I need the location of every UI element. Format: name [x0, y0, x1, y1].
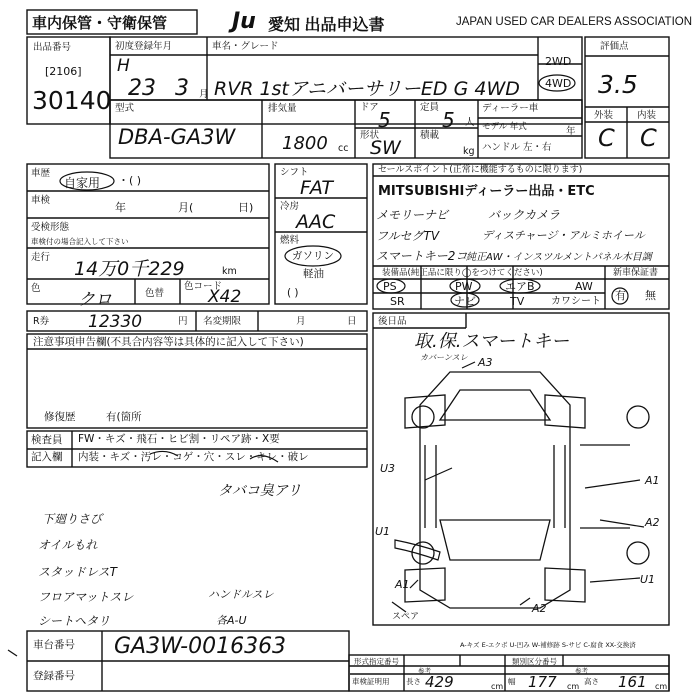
- fuel-label: 燃料: [280, 235, 300, 246]
- selling-line-3a: フルセグTV: [376, 229, 440, 243]
- color-code: X42: [208, 287, 242, 307]
- width-label: 幅: [508, 677, 516, 686]
- warranty-no: 無: [645, 289, 656, 302]
- displacement-label: 排気量: [268, 103, 297, 114]
- first-reg-year: 23: [128, 76, 156, 101]
- inspection-day: 日): [238, 201, 254, 214]
- type-spec-label: 形式指定番号: [354, 657, 399, 666]
- chassis-label: 車台番号: [33, 639, 75, 651]
- vehicle-name: RVR 1stアニバーサリーED G 4WD: [214, 78, 520, 100]
- type-spec-ref: 参考: [418, 667, 431, 675]
- first-reg-era: H: [117, 56, 130, 76]
- form-title: 愛知 出品申込書: [268, 17, 385, 34]
- usage-paren: ・( ): [118, 174, 142, 187]
- mileage-value: 14万0千229: [74, 258, 185, 280]
- inspector-note-studless: スタッドレスT: [38, 565, 117, 579]
- color-label: 色: [31, 283, 41, 294]
- drive-2wd: 2WD: [545, 55, 572, 68]
- color-value: クロ: [78, 290, 112, 310]
- inspector-note-seat: シートヘタリ: [38, 614, 111, 628]
- length-value: 429: [425, 673, 454, 691]
- model-year-unit: 年: [566, 126, 576, 137]
- recycle-unit: 円: [178, 316, 188, 327]
- doors-value: 5: [378, 108, 391, 132]
- width-unit: cm: [567, 682, 580, 691]
- inspector-row-2: 内装・キズ・汚レ・コゲ・穴・スレ・キレ・破レ: [78, 451, 309, 463]
- doors-label: ドア: [360, 102, 379, 113]
- length-unit: cm: [491, 682, 504, 691]
- inspector-note-smoke: タバコ臭アリ: [218, 483, 302, 499]
- diagram-label-u1: U1: [375, 525, 391, 538]
- mileage-unit: km: [222, 266, 237, 277]
- load-unit: kg: [463, 146, 475, 157]
- height-label: 高さ: [584, 677, 599, 686]
- ju-logo: Ju: [232, 9, 256, 34]
- equip-aw: AW: [575, 280, 593, 293]
- diagram-legend: A-キズ E-エクボ U-凹み W-補修跡 S-サビ C-腐食 XX-交換済: [460, 641, 636, 649]
- equip-tv: TV: [510, 295, 525, 308]
- inspector-note-each: 各A-U: [216, 614, 247, 627]
- inspection-label: 車検: [31, 195, 51, 206]
- grade-label: 評価点: [600, 41, 629, 52]
- selling-line-4b: 純正AW・インスツルメントパネル木目調: [466, 252, 652, 263]
- cert-label: 車検証明用: [352, 677, 390, 686]
- shape-value: SW: [370, 137, 401, 159]
- model-code: DBA-GA3W: [118, 125, 236, 149]
- shape-label: 形状: [360, 130, 380, 141]
- diagram-label-cover: カバーンスレ: [420, 353, 468, 362]
- storage-box-label: 車内保管・守衛保管: [32, 15, 168, 32]
- displacement-value: 1800: [282, 133, 328, 154]
- inspector-note-handle: ハンドルスレ: [208, 588, 274, 601]
- length-label: 長さ: [406, 677, 421, 686]
- acceptance-label: 受検形態: [31, 222, 70, 233]
- model-year-label: モデル 年式: [482, 122, 527, 132]
- diagram-label-u1-right: U1: [640, 573, 656, 586]
- notes-label: 注意事項申告欄(不具合内容等は具体的に記入して下さい): [33, 336, 304, 348]
- selling-line-2b: バックカメラ: [488, 208, 561, 222]
- inspector-note-rust: 下廻りさび: [42, 512, 103, 526]
- fuel-gasoline: ガソリン: [292, 250, 334, 262]
- selling-line-2a: メモリーナビ: [376, 208, 449, 222]
- selling-line-4a: スマートキー2コ: [376, 249, 468, 263]
- recycle-value: 12330: [88, 312, 143, 332]
- width-value: 177: [528, 673, 557, 691]
- diagram-label-a2-right: A2: [645, 516, 660, 529]
- association-name: JAPAN USED CAR DEALERS ASSOCIATION: [456, 16, 693, 28]
- handle-label: ハンドル 左・右: [482, 142, 552, 153]
- diagram-label-u3: U3: [380, 462, 396, 475]
- repair-label: 修復歴: [44, 411, 76, 423]
- recycle-label: R券: [33, 316, 50, 327]
- first-reg-label: 初度登録年月: [115, 41, 173, 52]
- equipment-warranty-label: 新車保証書: [613, 268, 659, 278]
- equipment-label: 装備品(純正品に限り◯をつけてください): [382, 268, 543, 278]
- lot-bracket-code: [2106]: [45, 65, 82, 78]
- class-label: 類別区分番号: [512, 657, 557, 666]
- load-label: 積載: [420, 130, 440, 141]
- capacity-value: 5: [442, 108, 455, 132]
- post-sale-value: 取.保.スマートキー: [414, 331, 570, 352]
- car-diagram: [392, 372, 649, 612]
- equip-airbag: エアB: [505, 280, 535, 293]
- vehicle-name-label: 車名・グレード: [212, 41, 279, 52]
- warranty-yes: 有: [615, 289, 626, 302]
- aircon-value: AAC: [296, 211, 336, 233]
- mileage-label: 走行: [31, 252, 51, 263]
- diagram-spare: スペア: [392, 612, 420, 622]
- fuel-diesel: 軽油: [303, 268, 324, 280]
- inspection-year: 年: [115, 201, 126, 214]
- selling-line-1: MITSUBISHIディーラー出品・ETC: [378, 184, 595, 199]
- exterior-label: 外装: [594, 110, 614, 121]
- equip-navi: ナビ: [454, 295, 476, 308]
- shift-value: FAT: [300, 177, 334, 199]
- usage-label: 車歴: [31, 168, 51, 179]
- color-tone-label: 色替: [145, 288, 165, 299]
- first-reg-month-unit: 月: [199, 89, 209, 100]
- selling-points-label: セールスポイント(正常に機能するものに限ります): [378, 165, 583, 175]
- inspector-label-2: 記入欄: [31, 451, 63, 463]
- inspection-month: 月(: [178, 201, 194, 214]
- chassis-number: GA3W-0016363: [114, 634, 287, 659]
- registration-label: 登録番号: [33, 670, 75, 682]
- drive-4wd: 4WD: [545, 77, 572, 90]
- shift-label: シフト: [280, 167, 309, 178]
- class-ref: 参考: [575, 667, 588, 675]
- interior-label: 内装: [637, 110, 657, 121]
- height-value: 161: [618, 673, 647, 691]
- exterior-grade: C: [598, 124, 615, 152]
- capacity-unit: 人: [465, 117, 475, 128]
- repair-value: 有(箇所: [106, 411, 142, 423]
- inspector-note-oil: オイルもれ: [38, 538, 98, 552]
- inspector-note-mat: フロアマットスレ: [38, 590, 134, 604]
- equip-sr: SR: [390, 295, 405, 308]
- lot-label: 出品番号: [33, 42, 72, 53]
- diagram-label-a1-front: A1: [395, 578, 410, 591]
- capacity-label: 定員: [420, 102, 440, 113]
- inspector-label-1: 検査員: [31, 434, 63, 446]
- selling-line-3b: ディスチャージ・アルミホイール: [482, 229, 645, 242]
- equip-pw: PW: [455, 280, 473, 293]
- name-change-month: 月: [296, 316, 306, 327]
- equip-ps: PS: [383, 280, 397, 293]
- fuel-paren: ( ): [287, 287, 299, 299]
- usage-value: 自家用: [64, 176, 101, 190]
- acceptance-note: 車検付の場合記入して下さい: [31, 237, 129, 246]
- lot-number: 30140: [32, 86, 112, 115]
- grade-score: 3.5: [598, 70, 638, 99]
- dealer-label: ディーラー車: [482, 103, 539, 114]
- first-reg-month: 3: [175, 76, 189, 101]
- interior-grade: C: [640, 124, 657, 152]
- model-label: 型式: [115, 103, 135, 114]
- height-unit: cm: [655, 682, 668, 691]
- color-code-label: 色コード: [184, 281, 223, 292]
- name-change-day: 日: [347, 316, 357, 327]
- post-sale-label: 後日品: [378, 316, 407, 327]
- diagram-label-a3: A3: [478, 356, 493, 369]
- diagram-label-a1-right: A1: [645, 474, 660, 487]
- displacement-unit: cc: [338, 143, 349, 154]
- diagram-label-a2-bottom: A2: [532, 602, 547, 615]
- equip-seat: カワシート: [551, 296, 601, 307]
- name-change-label: 名変期限: [203, 316, 242, 327]
- inspector-row-1: FW・キズ・飛石・ヒビ割・リペア跡・X要: [78, 433, 280, 445]
- aircon-label: 冷房: [280, 201, 300, 212]
